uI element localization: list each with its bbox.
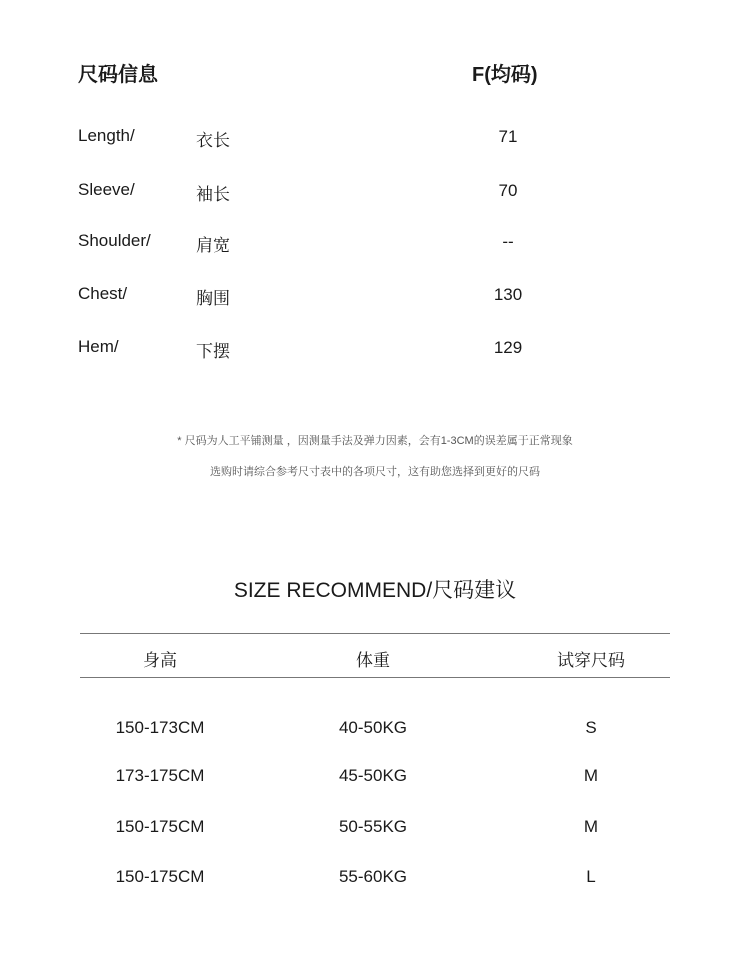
- row-label-en: Chest/: [78, 284, 128, 303]
- selection-note: 选购时请综合参考尺寸表中的各项尺寸，这有助您选择到更好的尺码: [210, 466, 540, 478]
- row-label-zh: 肩宽: [196, 236, 230, 255]
- row-value: 129: [493, 338, 523, 357]
- table-cell: M: [583, 817, 599, 836]
- table-cell: 150-173CM: [115, 718, 205, 737]
- table-cell: L: [586, 867, 596, 886]
- table-cell: 45-50KG: [338, 766, 408, 785]
- table-cell: M: [583, 766, 599, 785]
- row-label-en: Shoulder/: [78, 231, 151, 250]
- table-cell: 55-60KG: [338, 867, 408, 886]
- row-label-en: Sleeve/: [78, 180, 135, 199]
- row-value: 70: [498, 181, 518, 200]
- measurement-note: * 尺码为人工平铺测量 ，因测量手法及弹力因素，会有1-3CM的误差属于正常现象: [177, 435, 573, 447]
- row-label-zh: 下摆: [196, 342, 230, 361]
- table-cell: 173-175CM: [115, 766, 205, 785]
- row-value: --: [502, 232, 514, 251]
- row-value: 130: [493, 285, 523, 304]
- size-column-header: F(均码): [472, 64, 538, 86]
- row-label-zh: 衣长: [196, 131, 230, 150]
- row-label-zh: 胸围: [196, 289, 230, 308]
- table-cell: 50-55KG: [338, 817, 408, 836]
- table-cell: S: [585, 718, 597, 737]
- size-info-title: 尺码信息: [78, 64, 158, 86]
- table-header-rule: [80, 677, 670, 678]
- table-cell: 150-175CM: [115, 817, 205, 836]
- row-label-zh: 袖长: [196, 185, 230, 204]
- header-weight: 体重: [356, 651, 390, 670]
- header-height: 身高: [143, 651, 177, 670]
- table-cell: 150-175CM: [115, 867, 205, 886]
- table-top-rule: [80, 633, 670, 634]
- header-size: 试穿尺码: [557, 651, 625, 670]
- row-label-en: Hem/: [78, 337, 119, 356]
- row-value: 71: [498, 127, 518, 146]
- recommend-title: SIZE RECOMMEND/尺码建议: [233, 579, 517, 602]
- row-label-en: Length/: [78, 126, 135, 145]
- table-cell: 40-50KG: [338, 718, 408, 737]
